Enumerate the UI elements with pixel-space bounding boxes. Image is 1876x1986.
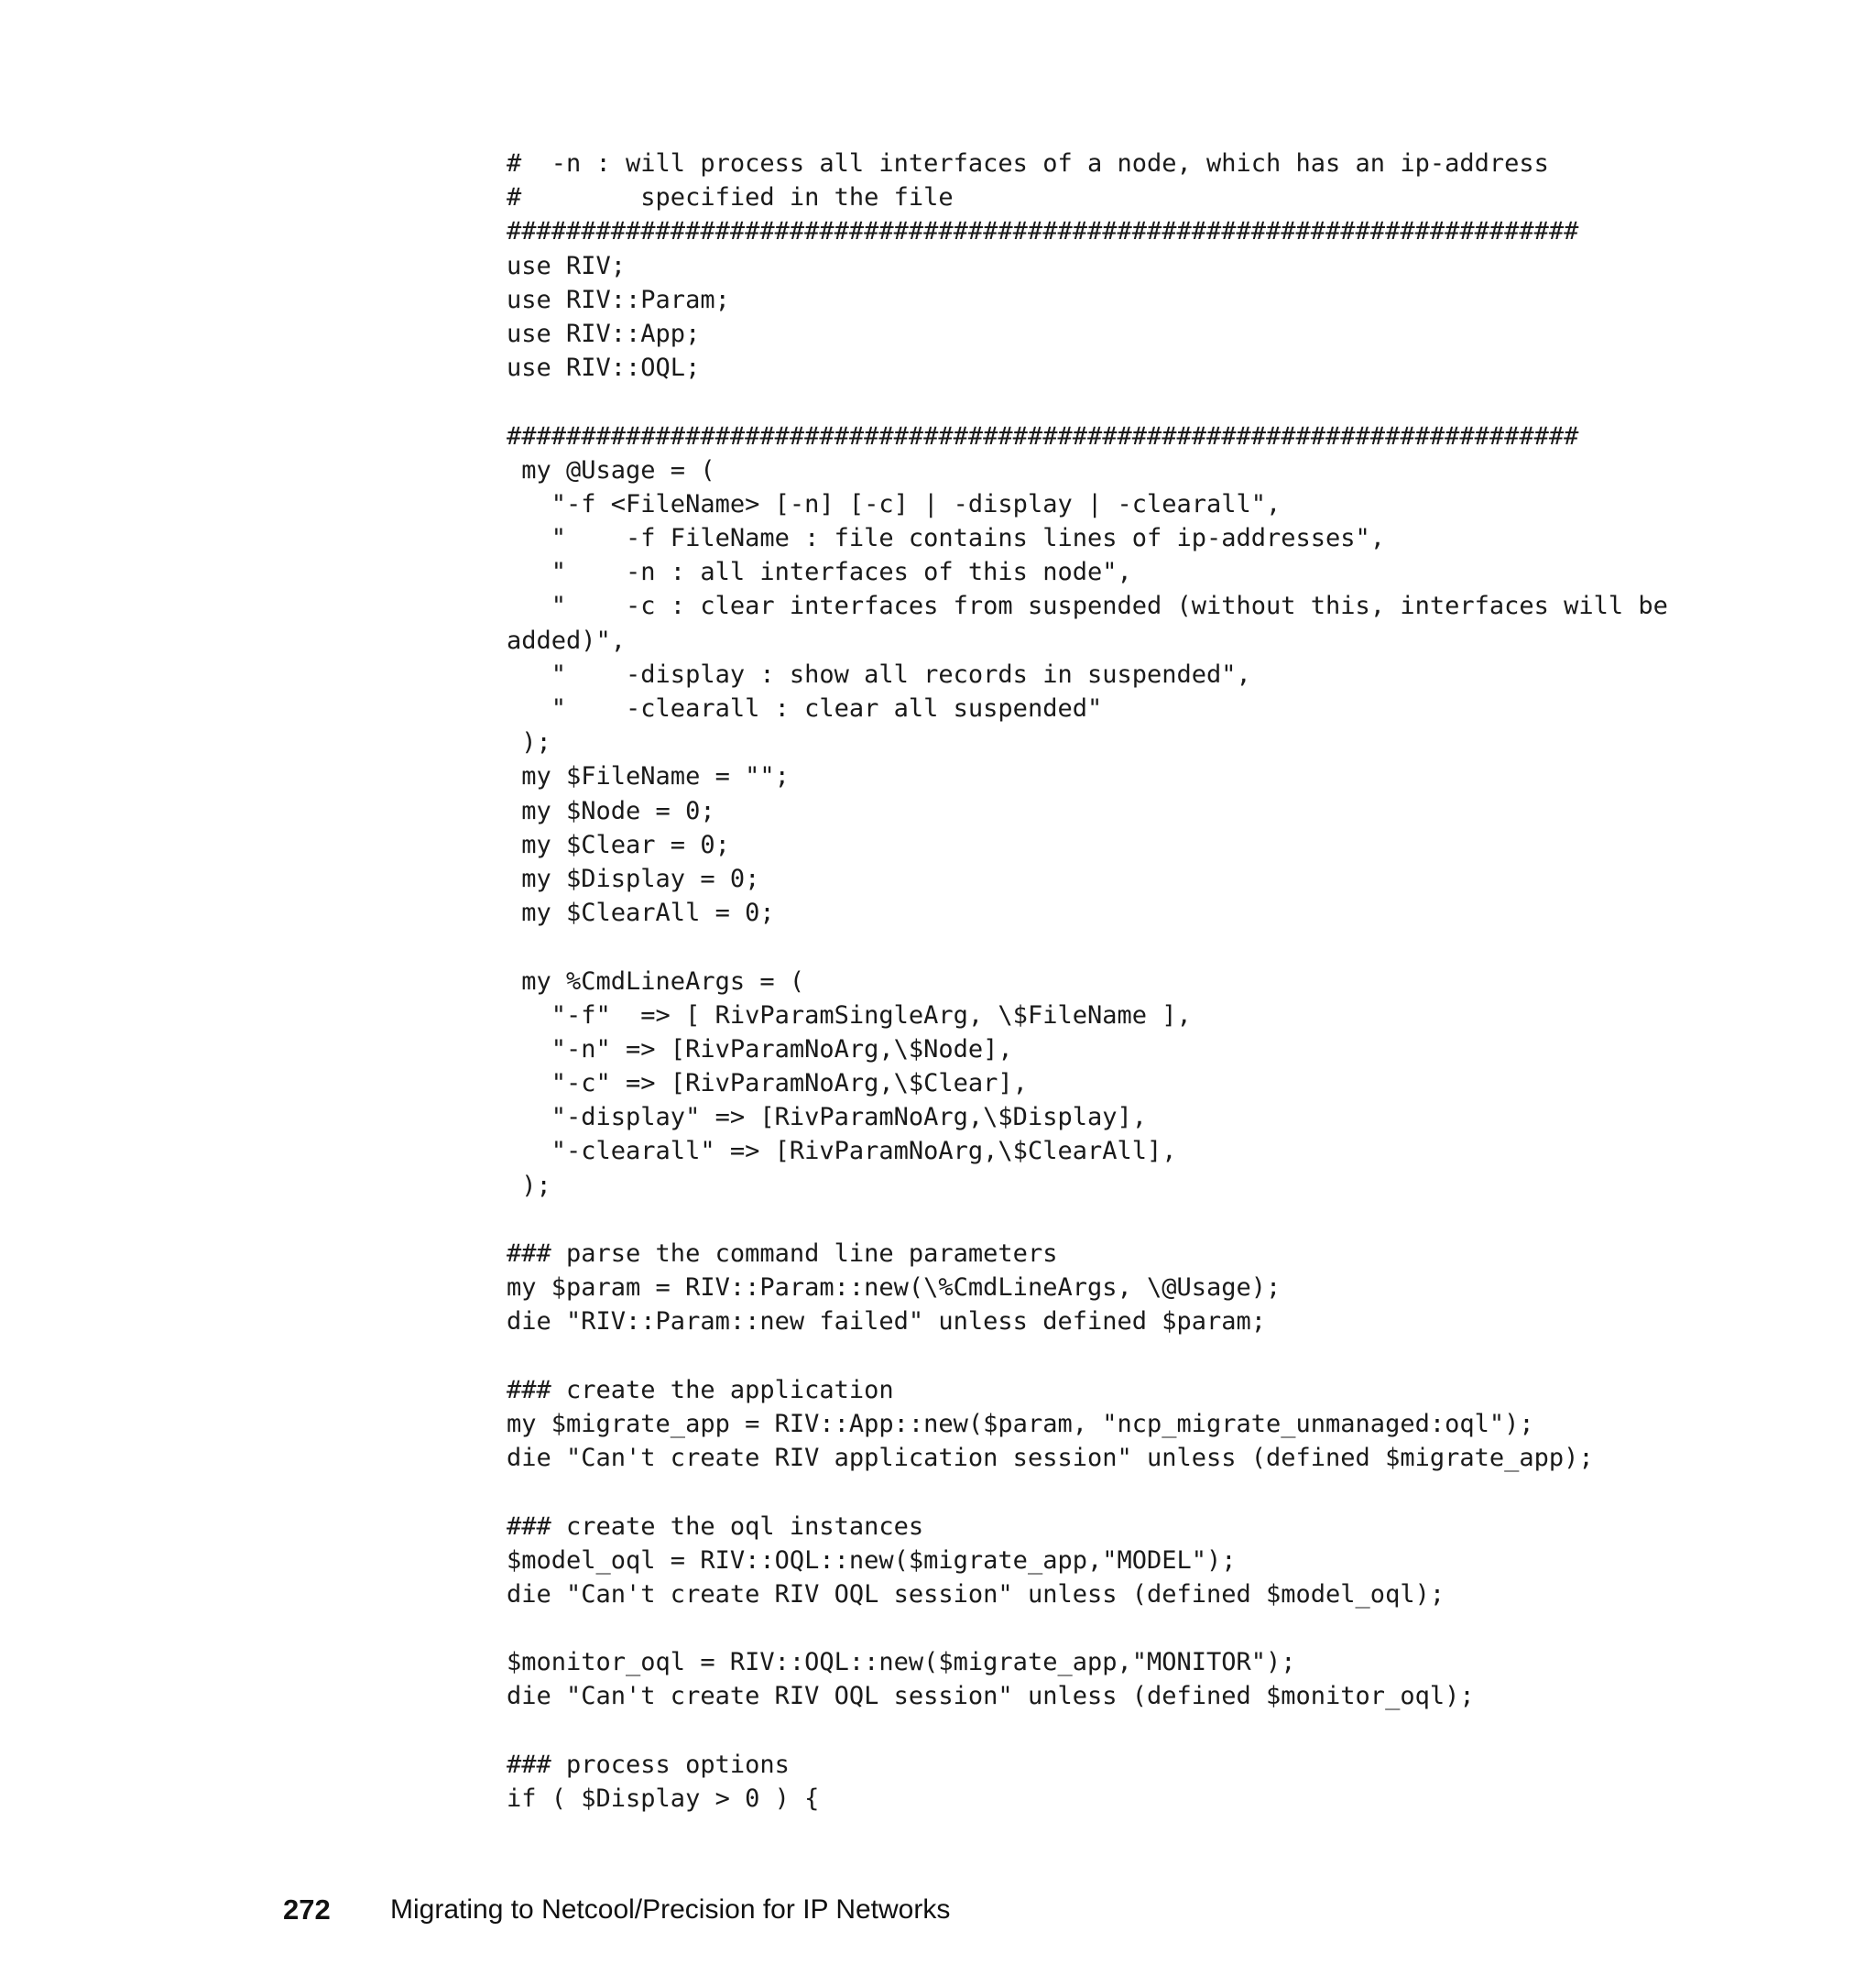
code-line: "-f" => [ RivParamSingleArg, \$FileName ], <box>507 1000 1192 1030</box>
code-line: use RIV::OQL; <box>507 354 701 383</box>
code-line <box>507 1714 1844 1748</box>
code-line: " -c : clear interfaces from suspended (without this, interfaces will be <box>507 592 1668 621</box>
code-line: use RIV::App; <box>507 319 701 348</box>
code-line: if ( $Display > 0 ) { <box>507 1784 820 1813</box>
code-line: ); <box>507 1171 551 1200</box>
code-line: ### create the oql instances <box>507 1511 924 1541</box>
code-line: added)", <box>507 626 627 655</box>
code-line: my $Display = 0; <box>507 864 760 893</box>
code-line: # -n : will process all interfaces of a node, which has an ip-address <box>507 149 1549 178</box>
code-line: "-f <FileName> [-n] [-c] | -display | -clearall", <box>507 489 1282 518</box>
code-line: "-c" => [RivParamNoArg,\$Clear], <box>507 1069 1028 1098</box>
code-line: ######################################################################## <box>507 217 1579 246</box>
code-line: die "Can't create RIV OQL session" unless (defined $monitor_oql); <box>507 1682 1475 1711</box>
code-line: "-display" => [RivParamNoArg,\$Display], <box>507 1103 1147 1132</box>
code-line <box>507 1475 1844 1509</box>
code-line: ### create the application <box>507 1375 894 1404</box>
code-line: "-clearall" => [RivParamNoArg,\$ClearAll], <box>507 1137 1177 1166</box>
code-line: $monitor_oql = RIV::OQL::new($migrate_app,"MONITOR"); <box>507 1648 1296 1677</box>
code-line: use RIV::Param; <box>507 285 730 314</box>
code-line: ### parse the command line parameters <box>507 1239 1058 1268</box>
code-listing <box>507 147 1844 1816</box>
code-line <box>507 385 1844 419</box>
page-number: 272 <box>283 1893 331 1926</box>
code-line: my $FileName = ""; <box>507 762 790 791</box>
code-line: my $param = RIV::Param::new(\%CmdLineArgs, \@Usage); <box>507 1273 1282 1303</box>
code-line: " -n : all interfaces of this node", <box>507 558 1132 587</box>
code-line: ### process options <box>507 1750 790 1779</box>
code-line: ######################################################################## <box>507 421 1579 451</box>
code-line: use RIV; <box>507 251 627 280</box>
code-line: die "Can't create RIV application session" unless (defined $migrate_app); <box>507 1444 1594 1473</box>
book-title: Migrating to Netcool/Precision for IP Networks <box>390 1894 951 1925</box>
code-line: " -display : show all records in suspended", <box>507 660 1251 689</box>
code-line: die "Can't create RIV OQL session" unless (defined $model_oql); <box>507 1579 1445 1609</box>
code-line: " -clearall : clear all suspended" <box>507 694 1103 723</box>
page-footer <box>0 1887 1876 1933</box>
code-line <box>507 1611 1844 1645</box>
code-line: $model_oql = RIV::OQL::new($migrate_app,"MODEL"); <box>507 1545 1237 1575</box>
code-line: my $migrate_app = RIV::App::new($param, "ncp_migrate_unmanaged:oql"); <box>507 1409 1534 1438</box>
code-line: ); <box>507 728 551 758</box>
code-line: my @Usage = ( <box>507 455 715 485</box>
code-line <box>507 1339 1844 1373</box>
code-line: my $Node = 0; <box>507 796 715 825</box>
code-line: " -f FileName : file contains lines of ip-addresses", <box>507 524 1386 553</box>
code-line <box>507 930 1844 964</box>
code-line: my $Clear = 0; <box>507 830 730 859</box>
code-line: # specified in the file <box>507 183 954 213</box>
code-line <box>507 1203 1844 1237</box>
code-line: my $ClearAll = 0; <box>507 899 775 928</box>
code-line: "-n" => [RivParamNoArg,\$Node], <box>507 1034 1013 1064</box>
code-line: my %CmdLineArgs = ( <box>507 966 805 996</box>
code-line: die "RIV::Param::new failed" unless defined $param; <box>507 1307 1267 1337</box>
